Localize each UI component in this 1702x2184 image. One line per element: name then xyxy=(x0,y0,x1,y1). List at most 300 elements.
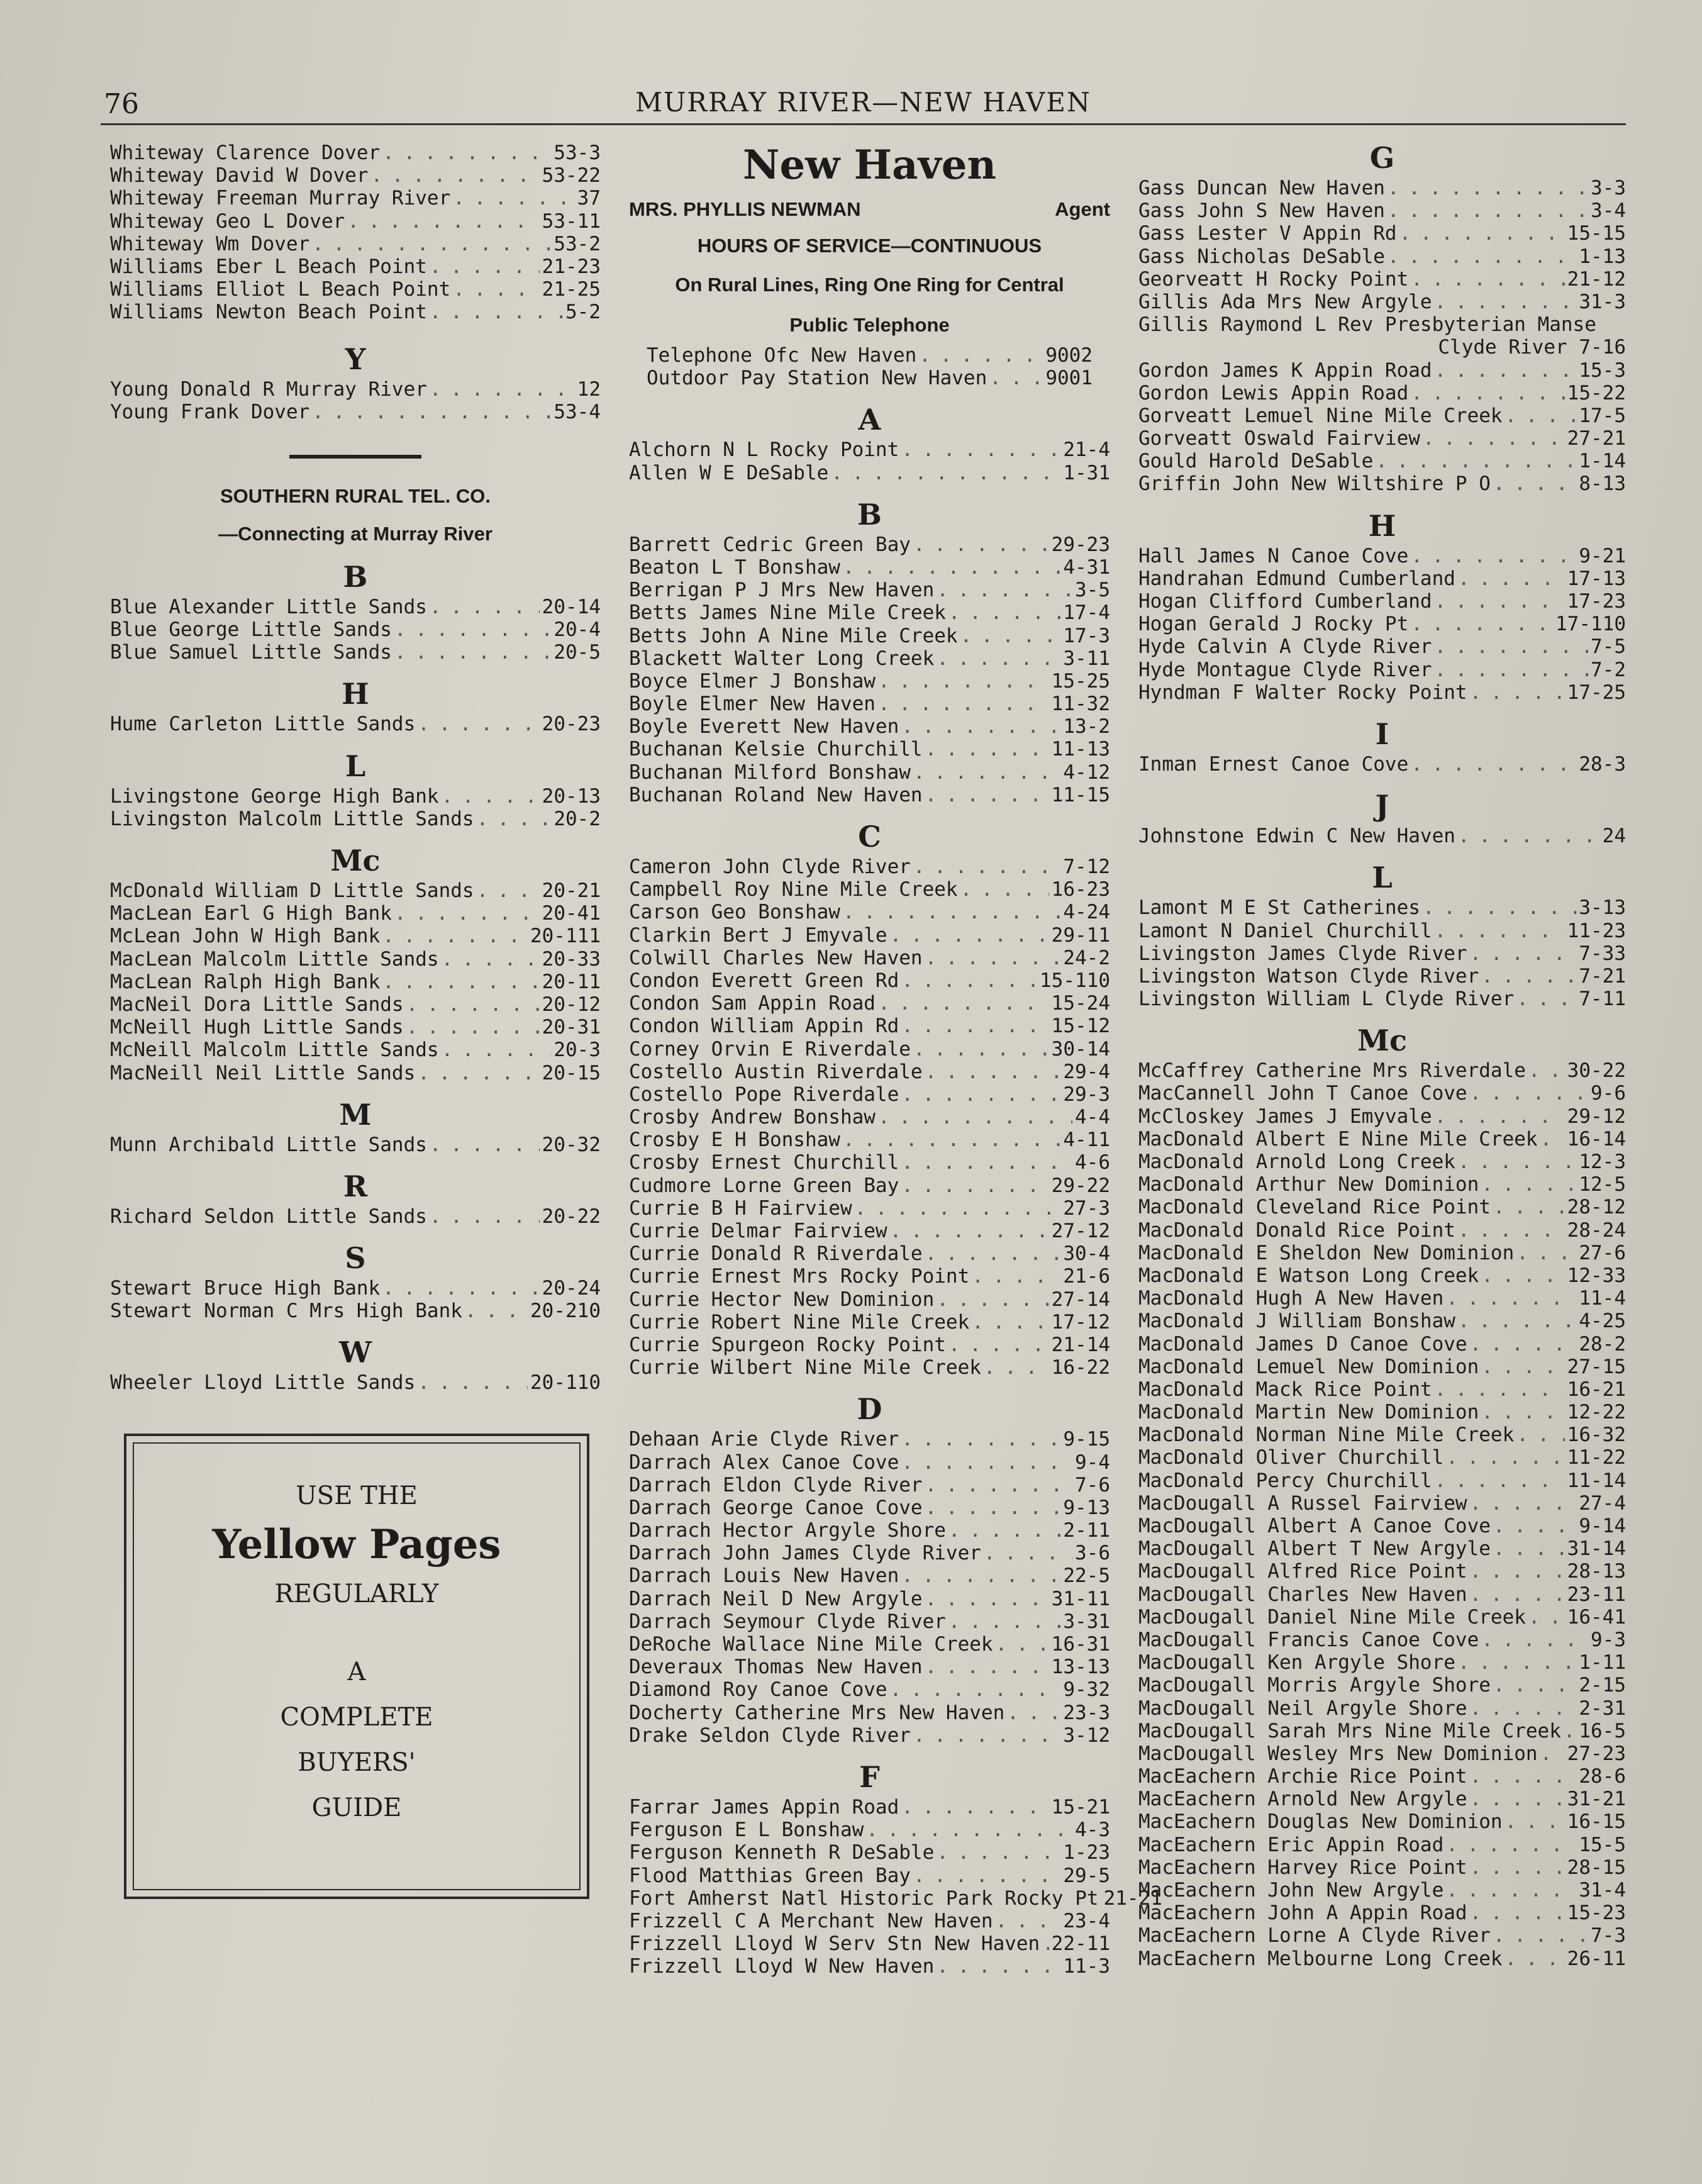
listing-number: 27-14 xyxy=(1051,1288,1110,1311)
listing-entry xyxy=(110,879,601,902)
listing-number: 28-15 xyxy=(1567,1856,1626,1879)
listing-number: 29-22 xyxy=(1051,1174,1110,1197)
listing-entry xyxy=(629,438,1110,461)
listing-number: 20-24 xyxy=(542,1277,601,1300)
dot-leader xyxy=(1505,1810,1565,1833)
listing-number: 26-11 xyxy=(1567,1947,1626,1970)
listing-name: Gordon James K Appin Road xyxy=(1138,359,1432,382)
section-entries xyxy=(1138,896,1626,1010)
listing-entry xyxy=(1138,1196,1626,1218)
listing-entry xyxy=(1138,1264,1626,1287)
dot-leader xyxy=(1470,1560,1565,1583)
listing-name: Darrach Louis New Haven xyxy=(629,1564,899,1588)
listing-entry xyxy=(629,601,1110,624)
dot-leader xyxy=(878,992,1049,1015)
listing-name: Blackett Walter Long Creek xyxy=(629,647,935,670)
listing-entry xyxy=(629,1841,1110,1864)
listing-entry xyxy=(1138,965,1626,988)
dot-leader xyxy=(1481,1356,1564,1378)
listing-number: 29-11 xyxy=(1051,923,1110,947)
dot-leader xyxy=(453,187,574,209)
dot-leader xyxy=(1435,635,1588,658)
listing-name: MacEachern Arnold New Argyle xyxy=(1138,1788,1467,1811)
listing-name: Gould Harold DeSable xyxy=(1138,450,1374,473)
section-entries xyxy=(1138,825,1626,847)
dot-leader xyxy=(890,1220,1049,1242)
listing-entry xyxy=(1138,222,1626,245)
listing-entry xyxy=(110,278,601,301)
section-letter-i: I xyxy=(1375,716,1389,751)
dot-leader xyxy=(1493,1196,1565,1218)
dot-leader xyxy=(1435,659,1588,681)
listing-number: 7-3 xyxy=(1591,1924,1626,1947)
dot-leader xyxy=(925,1496,1061,1519)
section-entries xyxy=(1138,545,1626,704)
listing-number: 21-23 xyxy=(542,255,601,278)
listing-entry xyxy=(629,1311,1110,1334)
listing-entry xyxy=(629,1588,1110,1610)
listing-name: Livingston James Clyde River xyxy=(1138,942,1467,965)
listing-entry xyxy=(629,1519,1110,1542)
listing-entry xyxy=(629,647,1110,670)
listing-name: Fort Amherst Natl Historic Park Rocky Pt xyxy=(629,1886,1099,1910)
dot-leader xyxy=(1516,1242,1576,1264)
listing-number: 16-23 xyxy=(1051,878,1110,901)
listing-number: 5-2 xyxy=(565,301,601,324)
dot-leader xyxy=(1446,1287,1576,1310)
listing-name: Gass Duncan New Haven xyxy=(1138,177,1385,199)
listing-name: MacDougall Alfred Rice Point xyxy=(1138,1560,1467,1583)
listing-entry xyxy=(1138,1105,1626,1128)
listing-name: MacEachern Douglas New Dominion xyxy=(1138,1810,1503,1834)
dot-leader xyxy=(430,596,540,618)
dot-leader xyxy=(1470,1765,1577,1788)
ad-line-complete: COMPLETE xyxy=(280,1702,433,1732)
dot-leader xyxy=(1388,177,1588,199)
listing-number: 4-25 xyxy=(1579,1310,1626,1333)
dot-leader xyxy=(1516,1424,1564,1446)
listing-continuation: Clyde River 7-16 xyxy=(1438,336,1626,359)
dot-leader xyxy=(1493,1924,1588,1947)
listing-number: 7-11 xyxy=(1579,988,1626,1011)
listing-name: Darrach George Canoe Cove xyxy=(629,1496,923,1519)
dot-leader xyxy=(418,1062,539,1084)
page-header-title: MURRAY RIVER—NEW HAVEN xyxy=(635,87,1091,118)
listing-entry xyxy=(629,924,1110,947)
listing-entry xyxy=(629,1015,1110,1037)
listing-name: Gillis Ada Mrs New Argyle xyxy=(1138,290,1432,313)
dot-leader xyxy=(382,925,528,947)
listing-number: 12-5 xyxy=(1579,1173,1626,1196)
listing-name: Williams Elliot L Beach Point xyxy=(110,278,451,301)
dot-leader xyxy=(477,879,540,902)
ad-line-use-the: USE THE xyxy=(296,1481,418,1510)
new-haven-groups xyxy=(629,403,1162,1978)
listing-name: MacNeill Neil Little Sands xyxy=(110,1061,416,1084)
listing-number: 28-24 xyxy=(1567,1218,1626,1242)
listing-entry xyxy=(629,969,1110,992)
listing-name: Livingston Malcolm Little Sands xyxy=(110,807,474,830)
column-left xyxy=(110,142,601,1899)
listing-entry xyxy=(110,971,601,993)
listing-number: 20-32 xyxy=(542,1133,601,1156)
section-entries xyxy=(629,438,1110,484)
listing-entry xyxy=(629,1819,1110,1841)
listing-name: Johnstone Edwin C New Haven xyxy=(1138,825,1455,848)
listing-entry xyxy=(629,1610,1110,1633)
section-letter-h: H xyxy=(342,677,369,711)
listing-name: Beaton L T Bonshaw xyxy=(629,555,840,579)
listing-name: MacEachern Eric Appin Road xyxy=(1138,1833,1444,1856)
listing-name: Condon William Appin Rd xyxy=(629,1015,899,1038)
dot-leader xyxy=(1435,1378,1565,1401)
listing-name: Costello Pope Riverdale xyxy=(629,1083,899,1106)
listing-number: 17-110 xyxy=(1555,613,1626,636)
dot-leader xyxy=(371,164,540,187)
listing-entry xyxy=(1138,1128,1626,1150)
listing-number: 4-6 xyxy=(1075,1151,1110,1174)
listing-entry xyxy=(1138,1150,1626,1173)
dot-leader xyxy=(1388,245,1576,268)
listing-entry xyxy=(629,901,1110,923)
listing-entry xyxy=(1138,450,1626,472)
listing-entry xyxy=(110,255,601,278)
listing-name: Livingston Watson Clyde River xyxy=(1138,964,1479,988)
listing-number: 29-23 xyxy=(1051,533,1110,556)
listing-entry xyxy=(1138,1810,1626,1833)
dot-leader xyxy=(1411,613,1553,635)
listing-name: Hogan Clifford Cumberland xyxy=(1138,590,1432,613)
dot-leader xyxy=(989,367,1043,389)
dot-leader xyxy=(1505,1947,1565,1970)
southern-groups xyxy=(110,560,601,1395)
dot-leader xyxy=(1458,567,1565,590)
section-letter-g: G xyxy=(1369,141,1395,175)
listing-number: 15-25 xyxy=(1051,669,1110,693)
listing-name: Darrach Seymour Clyde River xyxy=(629,1610,946,1633)
listing-number: 11-4 xyxy=(1579,1287,1626,1310)
listing-name: Boyle Elmer New Haven xyxy=(629,693,876,716)
listing-number: 21-21 xyxy=(1103,1886,1162,1910)
dot-leader xyxy=(1411,753,1576,776)
dot-leader xyxy=(925,1588,1049,1610)
dot-leader xyxy=(1470,1856,1565,1879)
listing-number: 9-3 xyxy=(1591,1628,1626,1651)
dot-leader xyxy=(1481,1173,1576,1196)
listing-entry xyxy=(1138,1401,1626,1424)
listing-name: McCaffrey Catherine Mrs Riverdale xyxy=(1138,1059,1526,1083)
listing-name: MacDonald Percy Churchill xyxy=(1138,1469,1432,1492)
listing-name: Whiteway Freeman Murray River xyxy=(110,187,451,210)
listing-name: Gillis Raymond L Rev Presbyterian Manse xyxy=(1138,313,1596,337)
listing-number: 20-21 xyxy=(542,879,601,902)
listing-entry xyxy=(1138,1059,1626,1082)
listing-number: 11-15 xyxy=(1051,783,1110,806)
listing-entry xyxy=(629,1038,1110,1061)
dot-leader xyxy=(948,1610,1060,1633)
listing-number: 7-21 xyxy=(1579,964,1626,988)
dot-leader xyxy=(1435,291,1577,313)
listing-number: 53-3 xyxy=(553,142,601,164)
listing-number: 23-11 xyxy=(1567,1583,1626,1606)
dot-leader xyxy=(394,902,540,925)
dot-leader xyxy=(312,401,551,423)
yellow-pages-ad xyxy=(124,1434,589,1899)
dot-leader xyxy=(394,618,551,641)
listing-number: 27-6 xyxy=(1579,1241,1626,1264)
listing-number: 12-22 xyxy=(1567,1401,1626,1424)
dot-leader xyxy=(453,278,539,301)
listing-number: 20-41 xyxy=(542,902,601,925)
listing-entry xyxy=(629,1428,1110,1451)
listing-entry xyxy=(629,556,1110,579)
listing-name: MacDonald James D Canoe Cove xyxy=(1138,1332,1467,1356)
listing-number: 27-12 xyxy=(1051,1220,1110,1242)
listing-entry xyxy=(1138,1924,1626,1947)
listing-name: MacNeil Dora Little Sands xyxy=(110,993,404,1016)
listing-name: Campbell Roy Nine Mile Creek xyxy=(629,878,958,901)
listing-entry xyxy=(1138,1082,1626,1105)
listing-entry xyxy=(629,1083,1110,1106)
dot-leader xyxy=(442,1039,552,1061)
listing-number: 3-5 xyxy=(1075,579,1110,602)
listing-name: Hyndman F Walter Rocky Point xyxy=(1138,681,1467,704)
dot-leader xyxy=(1435,359,1577,382)
listing-number: 9002 xyxy=(1045,344,1093,367)
listing-name: MacDougall Albert T New Argyle xyxy=(1138,1537,1491,1561)
listing-entry xyxy=(1138,177,1626,199)
dot-leader xyxy=(1470,1788,1565,1810)
listing-number: 9-13 xyxy=(1063,1496,1110,1519)
listing-entry xyxy=(629,1633,1110,1656)
listing-name: MacDonald Hugh A New Haven xyxy=(1138,1287,1444,1310)
dot-leader xyxy=(1481,1264,1564,1287)
dot-leader xyxy=(382,1277,539,1300)
dot-leader xyxy=(972,1265,1060,1288)
dot-leader xyxy=(1446,1446,1564,1469)
listing-name: Outdoor Pay Station New Haven xyxy=(647,367,987,390)
dot-leader xyxy=(843,901,1060,923)
section-entries xyxy=(110,713,601,735)
dot-leader xyxy=(1470,1333,1577,1356)
dot-leader xyxy=(418,713,539,735)
listing-entry xyxy=(1138,659,1626,681)
listing-name: Currie Donald R Riverdale xyxy=(629,1242,923,1266)
listing-name: MacEachern Lorne A Clyde River xyxy=(1138,1924,1491,1947)
listing-number: 16-21 xyxy=(1567,1378,1626,1401)
listing-number: 28-3 xyxy=(1579,752,1626,776)
section-entries xyxy=(110,1371,601,1394)
listing-entry xyxy=(1138,590,1626,613)
dot-leader xyxy=(948,1334,1049,1356)
dot-leader xyxy=(1435,1105,1565,1128)
listing-number: 11-3 xyxy=(1063,1955,1110,1978)
listing-name: Docherty Catherine Mrs New Haven xyxy=(629,1701,1005,1724)
listing-name: Dehaan Arie Clyde River xyxy=(629,1428,899,1451)
listing-entry xyxy=(110,1277,601,1300)
listing-number: 13-2 xyxy=(1063,715,1110,738)
listing-name: Darrach Alex Canoe Cove xyxy=(629,1451,899,1474)
listing-number: 15-22 xyxy=(1567,381,1626,404)
dot-leader xyxy=(1446,1834,1576,1856)
listing-entry xyxy=(1138,1947,1626,1970)
listing-number: 15-12 xyxy=(1051,1015,1110,1038)
listing-name: Williams Newton Beach Point xyxy=(110,301,427,324)
listing-number: 28-13 xyxy=(1567,1560,1626,1583)
listing-name: Darrach Neil D New Argyle xyxy=(629,1587,923,1610)
dot-leader xyxy=(1528,1059,1565,1082)
listing-number: 27-23 xyxy=(1567,1742,1626,1765)
listing-entry xyxy=(629,533,1110,556)
listing-number: 4-31 xyxy=(1063,555,1110,579)
listing-number: 53-22 xyxy=(542,164,601,187)
listing-name: Gorveatt Lemuel Nine Mile Creek xyxy=(1138,404,1503,427)
listing-name: MacDonald Arnold Long Creek xyxy=(1138,1150,1455,1173)
dot-leader xyxy=(925,738,1049,760)
listing-name: McNeill Malcolm Little Sands xyxy=(110,1039,439,1062)
listing-name: MacDonald Albert E Nine Mile Creek xyxy=(1138,1127,1538,1150)
listing-entry xyxy=(1138,1834,1626,1856)
listing-number: 8-13 xyxy=(1579,472,1626,496)
section-entries xyxy=(110,1205,601,1228)
listing-number: 16-31 xyxy=(1051,1633,1110,1656)
section-letter-y: Y xyxy=(345,342,366,376)
listing-number: 22-5 xyxy=(1063,1564,1110,1588)
dot-leader xyxy=(430,301,563,323)
dot-leader xyxy=(1470,1082,1588,1105)
listing-entry xyxy=(1138,1674,1626,1696)
section-letter-b: B xyxy=(343,559,368,594)
listing-number: 3-13 xyxy=(1579,896,1626,920)
listing-entry xyxy=(1138,1356,1626,1378)
listing-entry xyxy=(629,1288,1110,1311)
dot-leader xyxy=(1516,988,1576,1010)
listing-number: 13-13 xyxy=(1051,1656,1110,1679)
listing-entry xyxy=(629,1197,1110,1220)
section-entries xyxy=(629,1428,1110,1747)
listing-number: 4-11 xyxy=(1063,1128,1110,1152)
listing-number: 15-110 xyxy=(1040,969,1110,992)
listing-name: Young Frank Dover xyxy=(110,400,310,423)
dot-leader xyxy=(972,1311,1048,1334)
dot-leader xyxy=(948,1519,1060,1542)
listing-number: 17-12 xyxy=(1051,1310,1110,1334)
dot-leader xyxy=(406,1016,540,1039)
listing-number: 20-11 xyxy=(542,970,601,993)
ad-line-regularly: REGULARLY xyxy=(274,1579,439,1608)
listing-number: 15-3 xyxy=(1579,359,1626,382)
listing-entry xyxy=(629,1474,1110,1496)
listing-name: Georveatt H Rocky Point xyxy=(1138,267,1409,291)
listing-name: Hyde Montague Clyde River xyxy=(1138,658,1432,681)
dot-leader xyxy=(1481,965,1576,988)
listing-entry xyxy=(1138,896,1626,919)
listing-entry xyxy=(110,233,601,255)
listing-entry xyxy=(110,187,601,209)
listing-entry xyxy=(1138,825,1626,847)
entries-top xyxy=(110,142,601,324)
listing-number: 15-23 xyxy=(1567,1902,1626,1925)
listing-number: 7-12 xyxy=(1063,855,1110,878)
listing-name: MacDonald Mack Rice Point xyxy=(1138,1378,1432,1401)
listing-number: 1-14 xyxy=(1579,450,1626,473)
listing-entry xyxy=(1138,613,1626,635)
dot-leader xyxy=(925,947,1061,969)
listing-name: Alchorn N L Rocky Point xyxy=(629,438,899,462)
section-divider xyxy=(289,455,421,459)
listing-number: 2-11 xyxy=(1063,1519,1110,1542)
dot-leader xyxy=(831,462,1060,484)
dot-leader xyxy=(1458,1150,1576,1173)
ad-line-yellow-pages: Yellow Pages xyxy=(212,1520,501,1568)
dot-leader xyxy=(878,670,1049,693)
listing-number: 7-2 xyxy=(1591,658,1626,681)
listing-entry xyxy=(629,784,1110,806)
listing-name: Corney Orvin E Riverdale xyxy=(629,1037,911,1061)
listing-name: Currie Ernest Mrs Rocky Point xyxy=(629,1265,970,1288)
dot-leader xyxy=(312,233,551,255)
listing-name: Inman Ernest Canoe Cove xyxy=(1138,752,1409,776)
dot-leader xyxy=(1446,1879,1576,1902)
listing-name: MacDonald Martin New Dominion xyxy=(1138,1401,1479,1424)
listing-entry xyxy=(629,1678,1110,1701)
section-entries xyxy=(110,879,601,1084)
listing-entry xyxy=(1138,1606,1626,1629)
listing-entry xyxy=(110,641,601,664)
listing-number: 12-3 xyxy=(1579,1150,1626,1173)
listing-entry xyxy=(629,462,1110,484)
listing-entry xyxy=(1138,1333,1626,1356)
listing-name: MacDougall Wesley Mrs New Dominion xyxy=(1138,1742,1538,1765)
listing-entry xyxy=(629,1128,1110,1151)
listing-entry xyxy=(629,1242,1110,1265)
section-entries xyxy=(629,855,1110,1379)
listing-number: 20-13 xyxy=(542,784,601,808)
listing-number: 16-5 xyxy=(1579,1719,1626,1742)
dot-leader xyxy=(937,647,1060,670)
listing-entry xyxy=(1138,1173,1626,1196)
listing-entry xyxy=(110,902,601,925)
listing-name: MacLean Malcolm Little Sands xyxy=(110,947,439,971)
listing-entry xyxy=(110,164,601,187)
listing-number: 16-41 xyxy=(1567,1605,1626,1629)
listing-number: 11-22 xyxy=(1567,1446,1626,1469)
listing-entry xyxy=(1138,1560,1626,1583)
listing-entry xyxy=(629,1356,1110,1379)
listing-entry xyxy=(1138,567,1626,590)
listing-entry xyxy=(1138,1629,1626,1651)
dot-leader xyxy=(1423,427,1565,450)
listing-entry xyxy=(1138,1469,1626,1492)
listing-name: Telephone Ofc New Haven xyxy=(647,344,917,367)
listing-number: 9-21 xyxy=(1579,544,1626,567)
listing-name: Whiteway Clarence Dover xyxy=(110,142,381,164)
listing-number: 23-3 xyxy=(1063,1701,1110,1724)
listing-number: 27-15 xyxy=(1567,1355,1626,1378)
listing-name: MacLean Earl G High Bank xyxy=(110,902,392,925)
listing-name: Blue George Little Sands xyxy=(110,618,392,642)
dot-leader xyxy=(1470,1492,1577,1515)
dot-leader xyxy=(984,1542,1072,1564)
dot-leader xyxy=(430,378,575,401)
listing-name: MacDonald Arthur New Dominion xyxy=(1138,1173,1479,1196)
dot-leader xyxy=(925,784,1049,806)
listing-entry xyxy=(110,808,601,830)
dot-leader xyxy=(925,1656,1049,1678)
dot-leader xyxy=(1481,1401,1564,1424)
dot-leader xyxy=(913,533,1049,556)
listing-number: 20-31 xyxy=(542,1016,601,1039)
